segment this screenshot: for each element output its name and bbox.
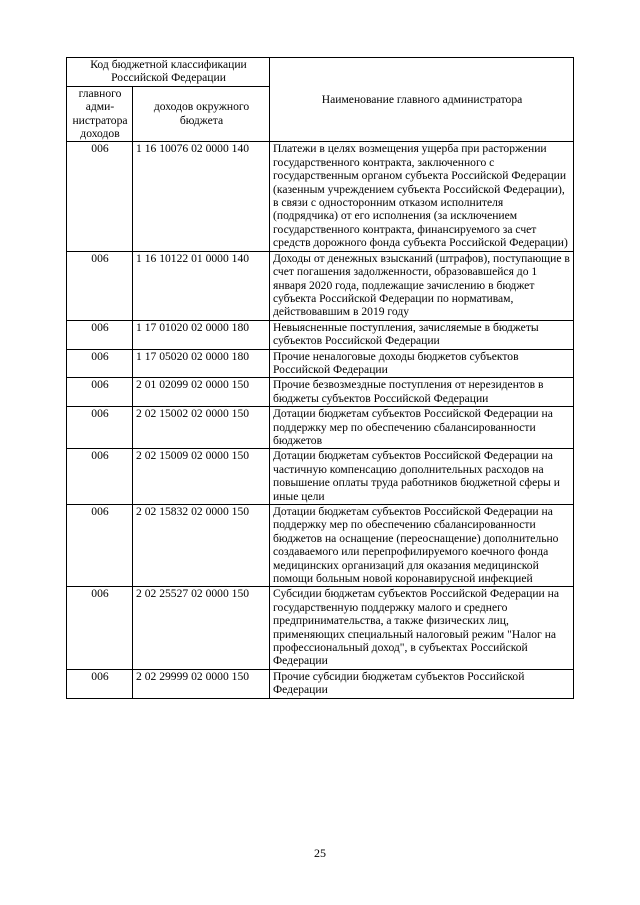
table-row (67, 449, 574, 505)
revenue-code-cell: 2 02 15002 02 0000 150 (133, 407, 270, 449)
revenue-code-cell: 2 01 02099 02 0000 150 (133, 378, 270, 407)
page-number: 25 (314, 846, 326, 860)
table-row (67, 251, 574, 320)
header-district-budget-revenue: доходов окружного бюджета (133, 86, 270, 142)
table-header-row (67, 58, 574, 87)
admin-code-cell: 006 (67, 320, 133, 349)
revenue-name-cell: Дотации бюджетам субъектов Российской Федерации на поддержку мер по обеспечению сбалансированности бюджетов (270, 407, 574, 449)
revenue-name-cell: Дотации бюджетам субъектов Российской Федерации на частичную компенсацию дополнительных расходов на повышение оплаты труда работников бюджетной сферы и иные цели (270, 449, 574, 505)
table-body (67, 142, 574, 698)
header-main-administrator: главного адми-нистратора доходов (67, 86, 133, 142)
table-row (67, 378, 574, 407)
header-administrator-name: Наименование главного администратора (270, 58, 574, 142)
revenue-name-cell: Невыясненные поступления, зачисляемые в бюджеты субъектов Российской Федерации (270, 320, 574, 349)
table-row (67, 142, 574, 251)
admin-code-cell: 006 (67, 142, 133, 251)
revenue-code-cell: 1 16 10076 02 0000 140 (133, 142, 270, 251)
revenue-code-cell: 2 02 15009 02 0000 150 (133, 449, 270, 505)
table-row (67, 587, 574, 669)
revenue-name-cell: Прочие субсидии бюджетам субъектов Российской Федерации (270, 669, 574, 698)
revenue-code-cell: 1 17 05020 02 0000 180 (133, 349, 270, 378)
revenue-code-cell: 1 17 01020 02 0000 180 (133, 320, 270, 349)
revenue-name-cell: Дотации бюджетам субъектов Российской Федерации на поддержку мер по обеспечению сбалансированности бюджетов на оснащение (переоснащение) дополнительно создаваемого или перепрофилируемого коечного фонда медицинских организаций для оказания медицинской помощи больным новой коронавирусной инфекцией (270, 505, 574, 587)
admin-code-cell: 006 (67, 587, 133, 669)
revenue-code-cell: 2 02 15832 02 0000 150 (133, 505, 270, 587)
admin-code-cell: 006 (67, 505, 133, 587)
table-row (67, 669, 574, 698)
admin-code-cell: 006 (67, 349, 133, 378)
table-row (67, 505, 574, 587)
header-budget-classification-code: Код бюджетной классификации Российской Федерации (67, 58, 270, 87)
revenue-name-cell: Прочие безвозмездные поступления от нерезидентов в бюджеты субъектов Российской Федерации (270, 378, 574, 407)
revenue-code-cell: 2 02 29999 02 0000 150 (133, 669, 270, 698)
admin-code-cell: 006 (67, 251, 133, 320)
admin-code-cell: 006 (67, 669, 133, 698)
revenue-code-cell: 2 02 25527 02 0000 150 (133, 587, 270, 669)
revenue-name-cell: Платежи в целях возмещения ущерба при расторжении государственного контракта, заключенного с государственным органом субъекта Российской Федерации (казенным учреждением субъекта Российской Федерации), в связи с односторонним отказом исполнителя (подрядчика) от его исполнения (за исключением государственного контракта, финансируемого за счет средств дорожного фонда субъекта Российской Федерации) (270, 142, 574, 251)
revenue-name-cell: Доходы от денежных взысканий (штрафов), поступающие в счет погашения задолженности, образовавшейся до 1 января 2020 года, подлежащие зачислению в бюджет субъекта Российской Федерации по нормативам, действовавшим в 2019 году (270, 251, 574, 320)
table-row (67, 407, 574, 449)
revenue-name-cell: Прочие неналоговые доходы бюджетов субъектов Российской Федерации (270, 349, 574, 378)
revenue-code-cell: 1 16 10122 01 0000 140 (133, 251, 270, 320)
table-row (67, 349, 574, 378)
admin-code-cell: 006 (67, 407, 133, 449)
admin-code-cell: 006 (67, 378, 133, 407)
budget-classification-table (66, 57, 574, 699)
revenue-name-cell: Субсидии бюджетам субъектов Российской Федерации на государственную поддержку малого и среднего предпринимательства, а также физических лиц, применяющих специальный налоговый режим "Налог на профессиональный доход", в субъектах Российской Федерации (270, 587, 574, 669)
admin-code-cell: 006 (67, 449, 133, 505)
table-row (67, 320, 574, 349)
